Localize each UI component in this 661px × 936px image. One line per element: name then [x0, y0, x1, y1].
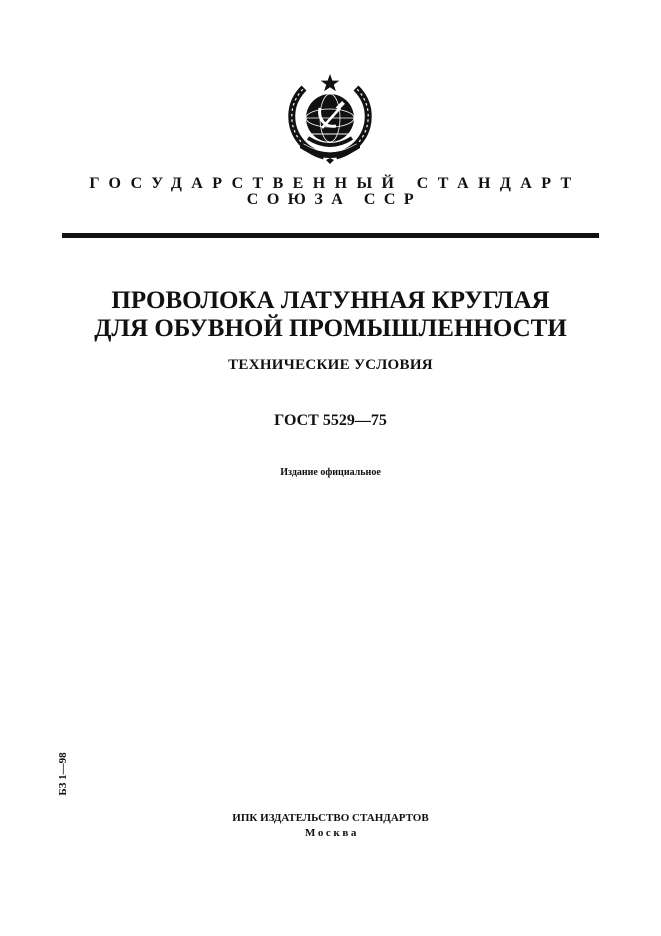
side-code-text: БЗ 1—98 [57, 752, 69, 796]
gost-number: ГОСТ 5529—75 [274, 412, 387, 429]
publisher-city: Москва [305, 827, 359, 839]
edition-note: Издание официальное [280, 467, 381, 478]
document-title-line2: ДЛЯ ОБУВНОЙ ПРОМЫШЛЕННОСТИ [94, 315, 567, 342]
standard-heading-line2: СОЮЗА ССР [246, 191, 423, 208]
document-title-line1: ПРОВОЛОКА ЛАТУННАЯ КРУГЛАЯ [111, 287, 550, 314]
document-subtitle: ТЕХНИЧЕСКИЕ УСЛОВИЯ [228, 357, 433, 373]
heading-divider [62, 233, 599, 238]
state-emblem-icon [286, 72, 374, 168]
publisher-name: ИПК ИЗДАТЕЛЬСТВО СТАНДАРТОВ [232, 812, 429, 824]
standard-heading-line1: ГОСУДАРСТВЕННЫЙ СТАНДАРТ [89, 175, 581, 192]
side-code [56, 748, 70, 800]
